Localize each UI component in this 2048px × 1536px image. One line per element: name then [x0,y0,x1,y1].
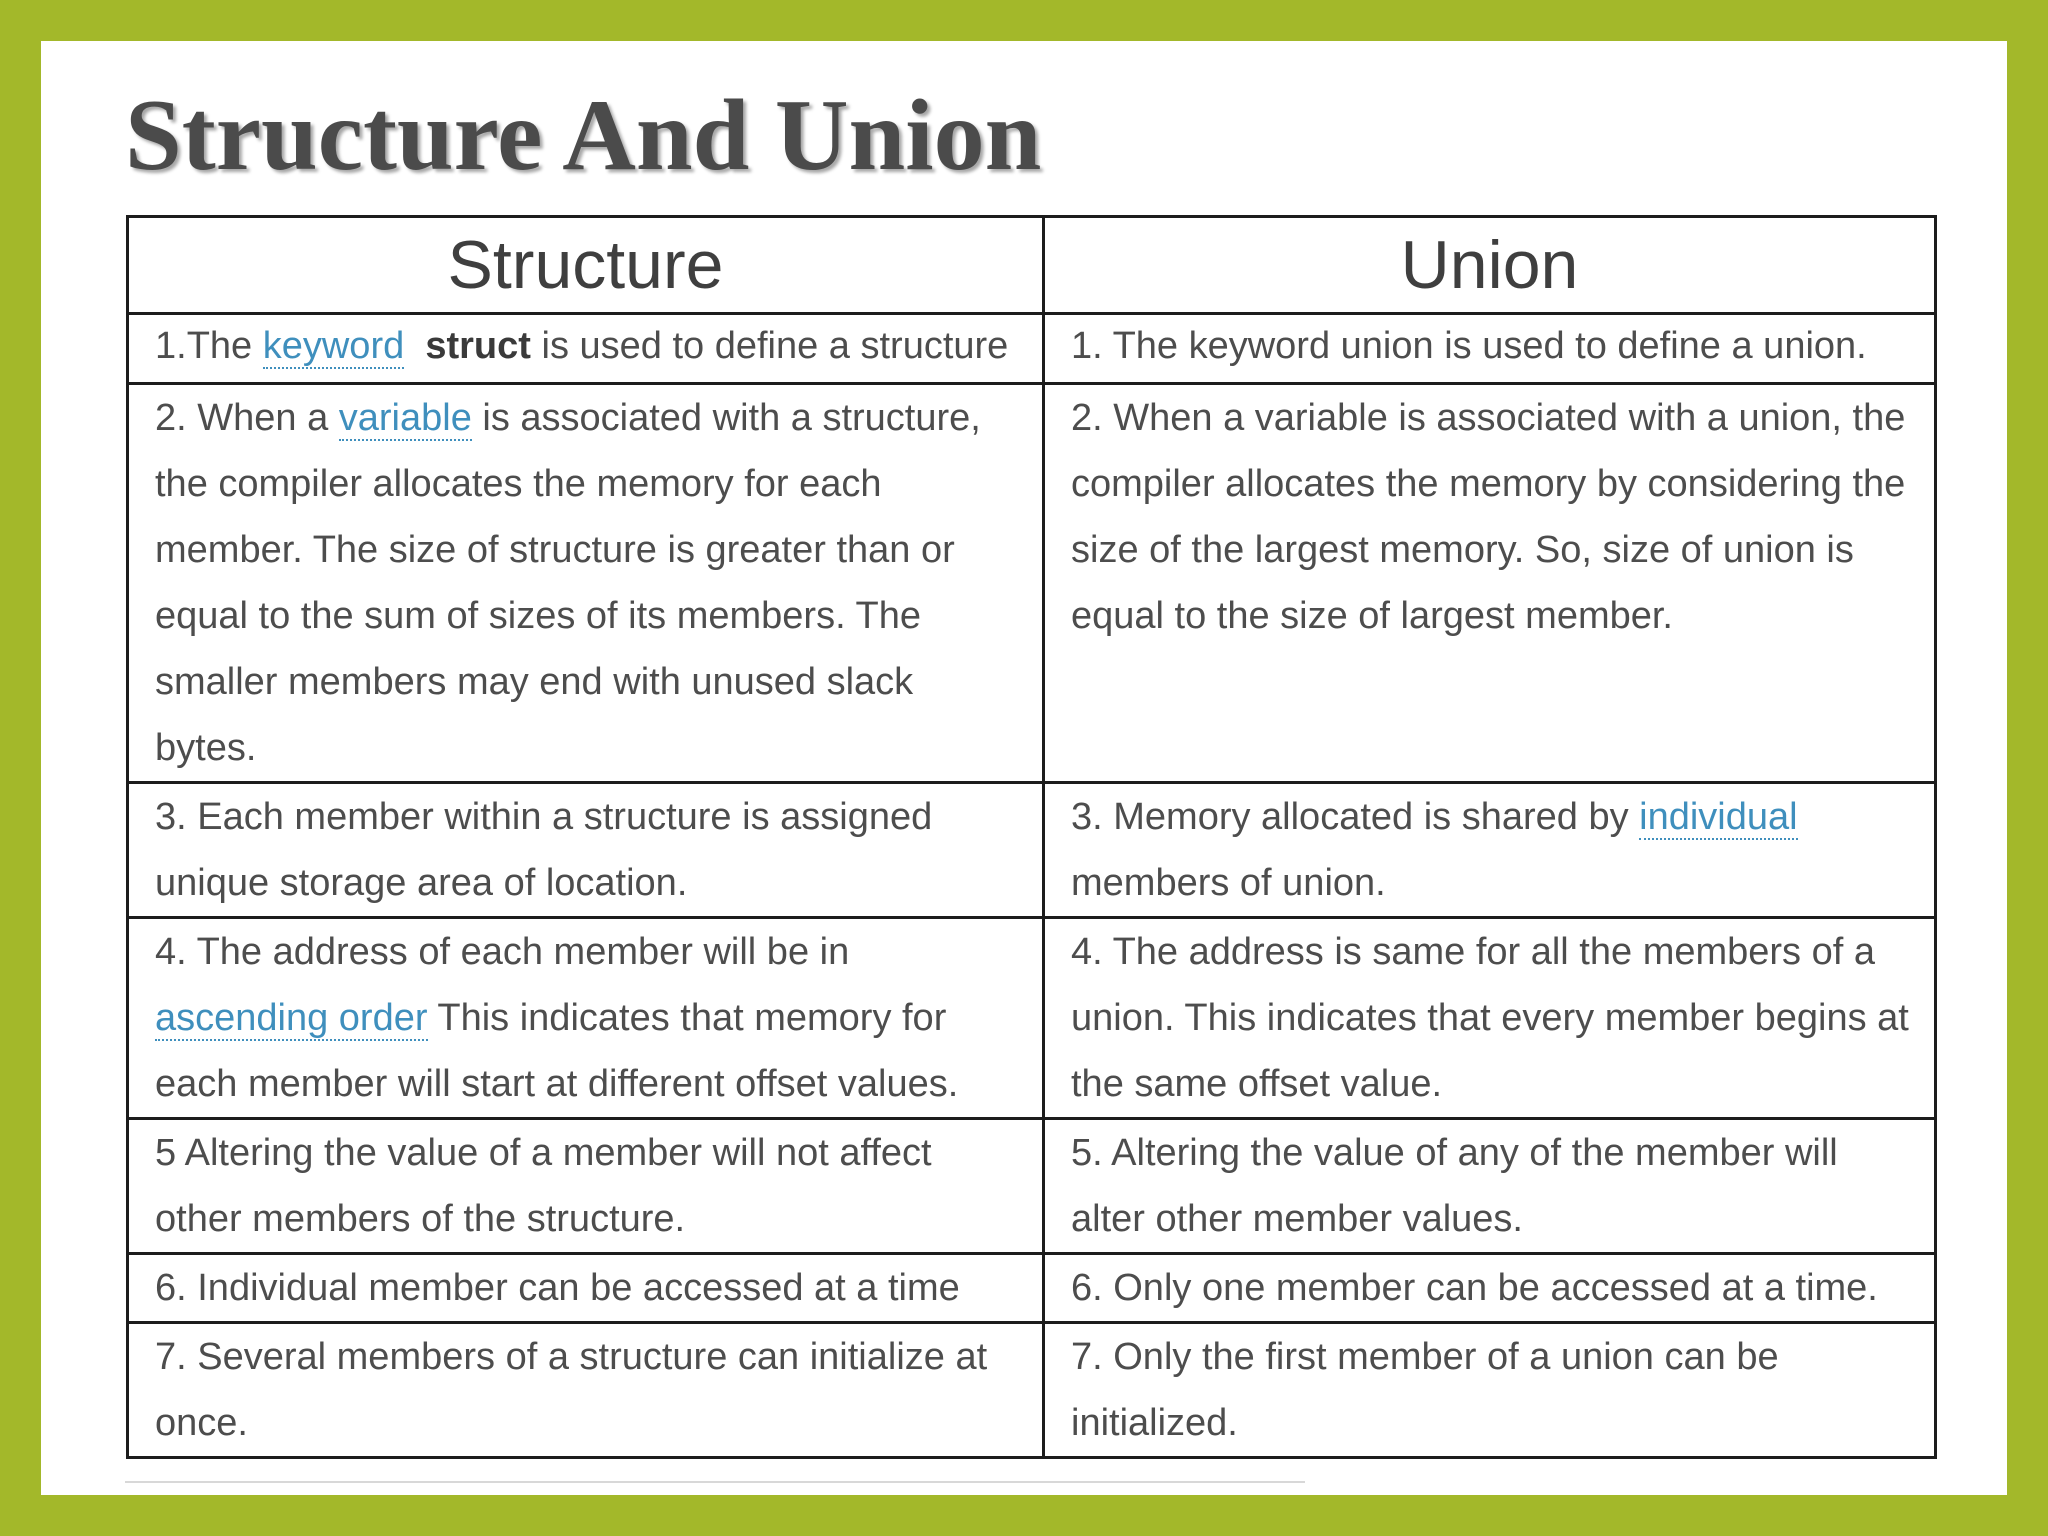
structure-cell: 4. The address of each member will be in ascending order This indicates that memory for each member will start at different offset values. [128,918,1044,1119]
slide-title: Structure And Union [125,79,1042,192]
individual-link[interactable]: individual [1639,796,1798,838]
table-row [128,1323,1936,1458]
table-row [128,384,1936,783]
table-row [128,314,1936,384]
table-row [128,1119,1936,1254]
table-header-row [128,217,1936,314]
keyword-link[interactable]: keyword [262,325,405,367]
structure-cell: 2. When a variable is associated with a structure, the compiler allocates the memory for each member. The size of structure is greater than or equal to the sum of sizes of its members. The smaller members may end with unused slack bytes. [128,384,1044,783]
table-row [128,1254,1936,1323]
ascending-order-link[interactable]: ascending order [155,997,428,1039]
comparison-table [126,215,1937,1459]
header-structure: Structure [128,217,1044,314]
union-cell: 5. Altering the value of any of the member will alter other member values. [1044,1119,1936,1254]
union-cell: 3. Memory allocated is shared by individual members of union. [1044,783,1936,918]
structure-cell: 3. Each member within a structure is assigned unique storage area of location. [128,783,1044,918]
union-cell: 7. Only the first member of a union can be initialized. [1044,1323,1936,1458]
union-cell: 2. When a variable is associated with a union, the compiler allocates the memory by considering the size of the largest memory. So, size of union is equal to the size of largest member. [1044,384,1936,783]
structure-cell: 1.The keyword struct is used to define a structure [128,314,1044,384]
table-row [128,783,1936,918]
structure-cell: 6. Individual member can be accessed at a time [128,1254,1044,1323]
table-row [128,918,1936,1119]
union-cell: 4. The address is same for all the members of a union. This indicates that every member begins at the same offset value. [1044,918,1936,1119]
footer-divider [125,1481,1305,1483]
slide [41,41,2007,1495]
structure-cell: 7. Several members of a structure can initialize at once. [128,1323,1044,1458]
union-cell: 6. Only one member can be accessed at a time. [1044,1254,1936,1323]
union-cell: 1. The keyword union is used to define a union. [1044,314,1936,384]
struct-keyword: struct [425,325,531,367]
header-union: Union [1044,217,1936,314]
structure-cell: 5 Altering the value of a member will not affect other members of the structure. [128,1119,1044,1254]
variable-link[interactable]: variable [338,397,472,439]
